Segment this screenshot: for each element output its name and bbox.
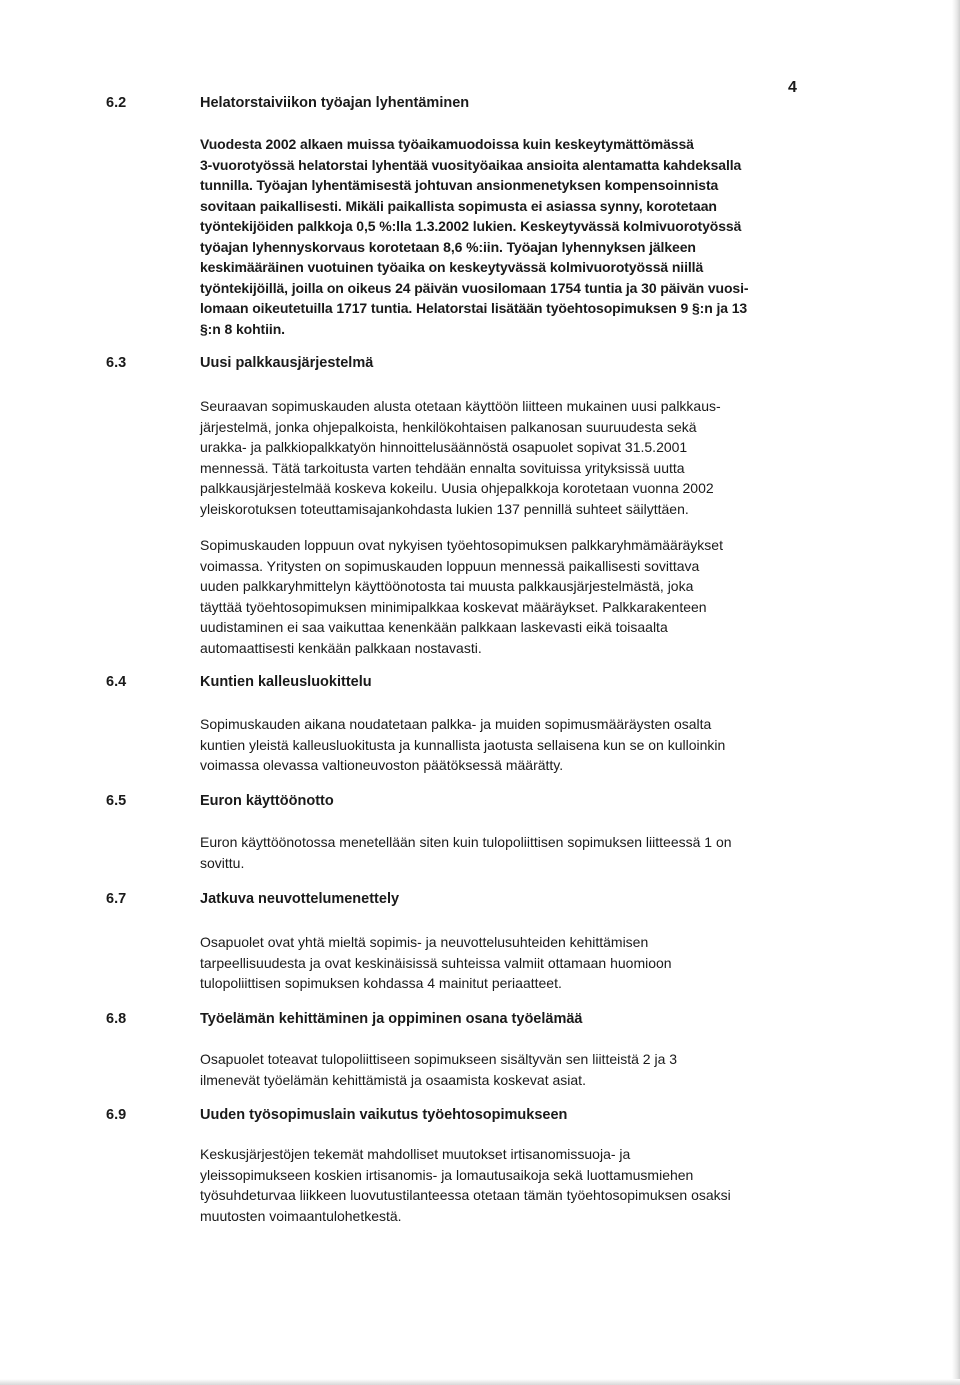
section-number: 6.8 — [106, 1011, 127, 1027]
section-title: Uuden työsopimuslain vaikutus työehtosopimukseen — [200, 1107, 568, 1123]
section-paragraph: Osapuolet ovat yhtä mieltä sopimis- ja neuvottelusuhteiden kehittämisen tarpeellisuudesta ja ovat keskinäisissä suhteissa valmiit ottamaan huomioon tulopoliittisen sopimuksen kohdassa 4 mainitut periaatteet. — [200, 934, 672, 991]
section-title: Työelämän kehittäminen ja oppiminen osana työelämää — [200, 1011, 583, 1027]
scan-edge-shadow — [952, 0, 960, 1385]
section-paragraph: Euron käyttöönotossa menetellään siten kuin tulopoliittisen sopimuksen liitteessä 1 on sovittu. — [200, 834, 732, 871]
section-number: 6.3 — [106, 355, 127, 371]
section-number: 6.9 — [106, 1107, 127, 1123]
section-paragraph: Sopimuskauden aikana noudatetaan palkka- ja muiden sopimusmääräysten osalta kuntien yleistä kalleusluokitusta ja kunnallista jaotusta sellaisena kun se on kulloinkin voimassa olevassa valtioneuvoston päätöksessä määrätty. — [200, 716, 726, 773]
section-title: Jatkuva neuvottelumenettely — [200, 891, 400, 907]
section-paragraph: Sopimuskauden loppuun ovat nykyisen työehtosopimuksen palkkaryhmämääräykset voimassa. Yritysten on sopimuskauden loppuun mennessä paikallisesti sovittava uuden palkkaryhmittelyn käyttöönotosta tai muusta palkkausjärjestelmästä, joka täyttää työehtosopimuksen minimipalkkaa koskevat määräykset. Palkkarakenteen uudistaminen ei saa vaikuttaa kenenkään palkkaan laskevasti eikä toisaalta automaattisesti kenkään palkkaan nostavasti. — [200, 537, 723, 656]
section-paragraph: Vuodesta 2002 alkaen muissa työaikamuodoissa kuin keskeytymättömässä 3-vuorotyössä helatorstai lyhentää vuosityöaikaa ansioita alentamatta kahdeksalla tunnilla. Työajan lyhentämisestä johtuvan ansionmenetyksen kompensoinnista sovitaan paikallisesti. Mikäli paikallista sopimusta ei asiassa synny, korotetaan työntekijöiden palkkoja 0,5 %:lla 1.3.2002 lukien. Keskeytyvässä kolmivuorotyössä työajan lyhennyskorvaus korotetaan 8,6 %:iin. Työajan lyhennyksen jälkeen keskimääräinen vuotuinen työaika on keskeytyvässä kolmivuorotyössä niillä työntekijöillä, joilla on oikeus 24 päivän vuosilomaan 1754 tuntia ja 30 päivän vuosi- lomaan oikeutetuilla 1717 tuntia. Helatorstai lisätään työehtosopimuksen 9 §:n ja 13 §:n 8 kohtiin. — [200, 136, 749, 337]
section-title: Euron käyttöönotto — [200, 793, 334, 809]
section-number: 6.7 — [106, 891, 127, 907]
section-paragraph: Osapuolet toteavat tulopoliittiseen sopimukseen sisältyvän sen liitteistä 2 ja 3 ilmenevät työelämän kehittämistä ja osaamista koskevat asiat. — [200, 1051, 678, 1088]
section-title: Kuntien kalleusluokittelu — [200, 674, 372, 690]
section-paragraph: Seuraavan sopimuskauden alusta otetaan käyttöön liitteen mukainen uusi palkkaus- järjestelmä, jonka ohjepalkoista, henkilökohtaisen palkanosan suuruudesta sekä urakka- ja palkkiopalkkatyön hinnoittelusäännöstä osapuolet sopivat 31.5.2001 mennessä. Tätä tarkoitusta varten tehdään ennalta sovituissa yrityksissä uutta palkkausjärjestelmää koskeva kokeilu. Uusia ohjepalkkoja korotetaan vuonna 2002 yleiskorotuksen toteuttamisajankohdasta lukien 137 pennillä suhteet säilyttäen. — [200, 398, 721, 517]
section-title: Helatorstaiviikon työajan lyhentäminen — [200, 95, 470, 111]
section-number: 6.4 — [106, 674, 127, 690]
section-title: Uusi palkkausjärjestelmä — [200, 355, 374, 371]
section-number: 6.2 — [106, 95, 127, 111]
section-paragraph: Keskusjärjestöjen tekemät mahdolliset muutokset irtisanomissuoja- ja yleissopimukseen koskien irtisanomis- ja lomautusaikoja sekä luottamusmiehen työsuhdeturvaa liikkeen luovutustilanteessa otetaan tämän työehtosopimuksen osaksi muutosten voimaantulohetkestä. — [200, 1146, 731, 1224]
section-number: 6.5 — [106, 793, 127, 809]
page-number: 4 — [788, 79, 797, 96]
scan-edge-shadow — [0, 1379, 960, 1385]
